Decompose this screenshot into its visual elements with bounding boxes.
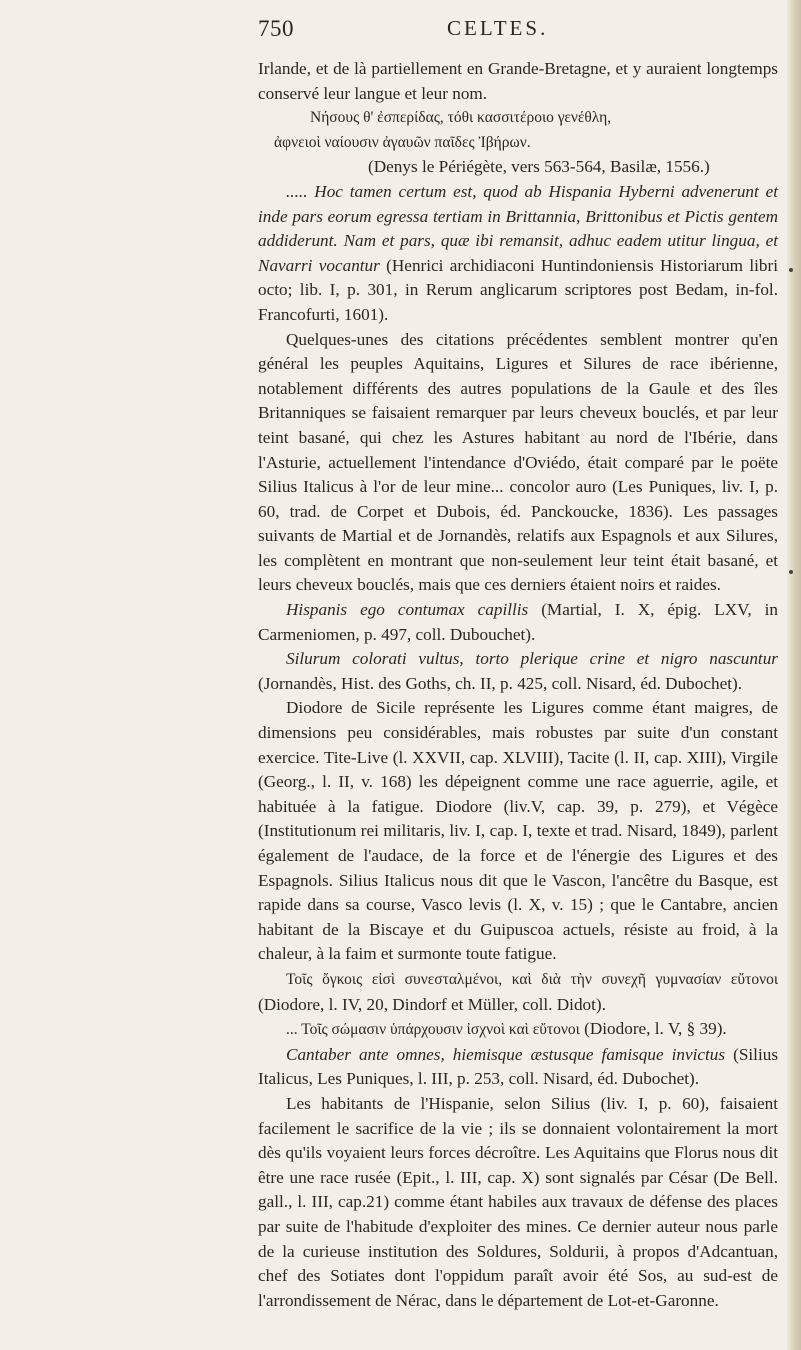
latin-quote-source: (Martial, I. X, épig. LXV, in Carmeniomen, p. 497, coll. Dubouchet). <box>258 600 778 644</box>
greek-quote-diodore-1 <box>258 967 778 1017</box>
paragraph-hispanie: Les habitants de l'Hispanie, selon Silius (liv. I, p. 60), faisaient facilement le sacrifice de la vie ; ils se donnaient volontairement la mort dès qu'ils voyaient leurs forces décroître. Les Aquitains que Florus nous dit être une race rusée (Epit., l. III, cap. X) sont signalés par César (De Bell. gall., l. III, cap.21) comme étant habiles aux travaux de défense des places par suite de l'habitude d'exploiter des mines. Ce dernier auteur nous parle de la curieuse institution des Soldures, Soldurii, à propos d'Adcantuan, chef des Sotiates dont l'oppidum paraît avoir été Sos, au sud-est de l'arrondissement de Nérac, dans le département de Lot-et-Garonne. <box>258 1093 778 1310</box>
greek-quote-text: ... Τοῖς σώμασιν ὑπάρχουσιν ἰσχνοὶ καὶ εὔτονοι <box>286 1021 580 1039</box>
paragraph-aquitains: Quelques-unes des citations précédentes semblent montrer qu'en général les peuples Aquitains, Ligures et Silures de race ibérienne, notablement différents des autres populations de la Gaule et des îles Britanniques se faisaient remarquer par leurs cheveux bouclés, et par leur teint basané, qui chez les Astures habitant au nord de l'Ibérie, dans l'Asturie, actuellement l'intendance d'Oviédo, était comparé par le poëte Silius Italicus à l'or de leur mine... concolor auro (Les Puniques, liv. I, p. 60, trad. de Corpet et Dubois, éd. Panckoucke, 1836). Les passages suivants de Martial et de Jornandès, relatifs aux Espagnols et aux Silures, les complètent en montrant que non-seulement leur teint était basané, et leurs cheveux bouclés, mais que ces derniers étaient noirs et raides. <box>258 329 778 595</box>
greek-quote-diodore-2 <box>258 1017 778 1043</box>
latin-quote-source: (Silius Italicus, Les Puniques, l. III, p. 253, coll. Nisard, éd. Dubochet). <box>258 1044 779 1089</box>
greek-quote-line-1: Νήσους θ' ἐσπερίδας, τόθι κασσιτέροιο γενέθλη, <box>310 109 612 127</box>
page-number: 750 <box>258 16 294 41</box>
latin-quote-source: (Jornandès, Hist. des Goths, ch. II, p. 425, coll. Nisard, éd. Dubochet). <box>258 673 743 693</box>
greek-quote-citation: (Denys le Périégète, vers 563-564, Basilæ, 1556.) <box>368 157 710 177</box>
running-title: CELTES. <box>447 16 549 40</box>
page-header <box>258 16 781 48</box>
latin-quote-huntingdon <box>258 180 778 328</box>
greek-quote-source: (Diodore, l. IV, 20, Dindorf et Müller, coll. Didot). <box>258 994 606 1014</box>
latin-quote-silius <box>258 1043 778 1092</box>
latin-quote-text: Hispanis ego contumax capillis <box>286 600 529 620</box>
paragraph-ligures: Diodore de Sicile représente les Ligures comme étant maigres, de dimensions peu considérables, mais robustes par suite d'un constant exercice. Tite-Live (l. XXVII, cap. XLVIII), Tacite (l. II, cap. XIII), Virgile (Georg., l. II, v. 168) les dépeignent comme une race aguerrie, agile, et habituée à la fatigue. Diodore (liv.V, cap. 39, p. 279), et Végèce (Institutionum rei militaris, liv. I, cap. I, texte et trad. Nisard, 1849), parlent également de l'audace, de la force et de l'énergie des Ligures et des Espagnols. Silius Italicus nous dit que le Vascon, l'ancêtre du Basque, est rapide dans sa course, Vasco levis (l. X, v. 15) ; que le Cantabre, ancien habitant de la Biscaye et du Guipuscoa actuels, résiste au froid, à la chaleur, à la faim et surmonte toute fatigue. <box>258 698 778 964</box>
margin-dot <box>789 570 793 574</box>
latin-quote-martial <box>258 598 778 647</box>
latin-quote-jornandes <box>258 647 778 696</box>
latin-quote-text: Silurum colorati vultus, torto plerique crine et nigro nascuntur <box>286 649 778 669</box>
greek-quote-source: (Diodore, l. V, § 39). <box>579 1019 727 1039</box>
latin-quote-source: (Henrici archidiaconi Huntindoniensis Historiarum libri octo; lib. I, p. 301, in Rerum anglicarum scriptores post Bedam, in-fol. Francofurti, 1601). <box>258 255 779 324</box>
page-edge <box>787 0 801 1350</box>
latin-quote-text: ..... Hoc tamen certum est, quod ab Hispania Hyberni advenerunt et inde pars eorum egressa tertiam in Brittannia, Brittonibus et Pictis gentem addiderunt. Nam et pars, quæ ibi remansit, adhuc eadem utitur lingua, et Navarri vocantur <box>258 181 778 275</box>
greek-quote-text: Τοῖς ὄγκοις εἰσὶ συνεσταλμένοι, καὶ διὰ τὴν συνεχῆ γυμνασίαν εὔτονοι <box>286 970 778 988</box>
greek-quote-line-2: ἀφνειοὶ ναίουσιν ἀγαυῶν παῖδες Ἰβήρων. <box>274 133 531 151</box>
page-body <box>258 57 778 1313</box>
latin-quote-text: Cantaber ante omnes, hiemisque æstusque famisque invictus <box>286 1044 726 1064</box>
margin-dot <box>789 268 793 272</box>
paragraph-irlande: Irlande, et de là partiellement en Grande-Bretagne, et y auraient longtemps conservé leur langue et leur nom. <box>258 59 778 103</box>
